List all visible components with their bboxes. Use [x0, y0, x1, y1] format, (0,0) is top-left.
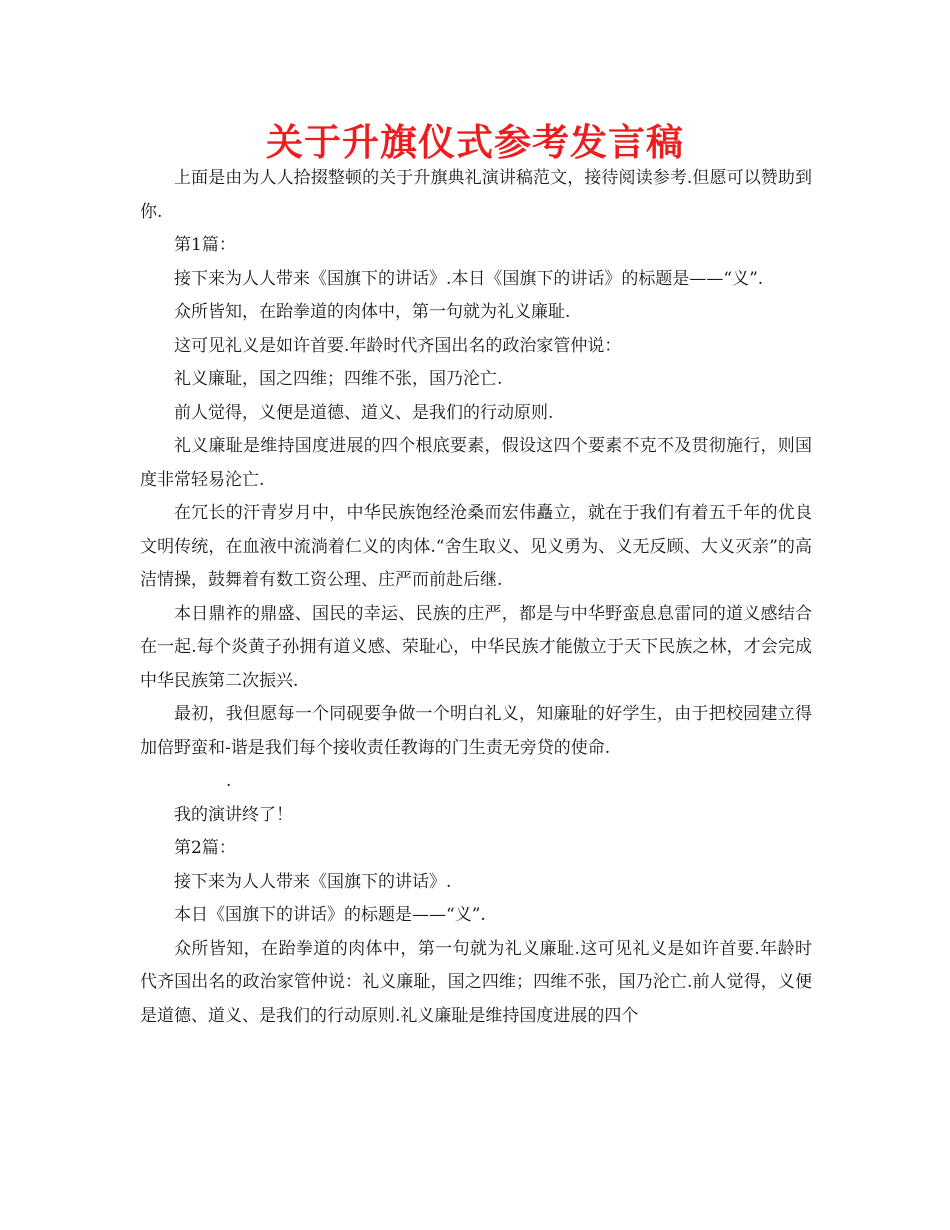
- paragraph: 众所皆知，在跆拳道的肉体中，第一句就为礼义廉耻.这可见礼义是如许首要.年龄时代齐国出名的政治家管仲说：礼义廉耻，国之四维；四维不张，国乃沦亡.前人觉得，义便是道德、道义、是我们的行动原则.礼义廉耻是维持国度进展的四个: [140, 938, 812, 1026]
- paragraph: 礼义廉耻，国之四维；四维不张，国乃沦亡.: [174, 369, 503, 389]
- paragraph: 本日《国旗下的讲话》的标题是——“义”.: [174, 905, 486, 925]
- paragraph: 接下来为人人带来《国旗下的讲话》.本日《国旗下的讲话》的标题是——“义”.: [174, 268, 764, 289]
- paragraph-dot: .: [226, 771, 232, 791]
- paragraph-intro: 上面是由为人人拾掇整顿的关于升旗典礼演讲稿范文，接待阅读参考.但愿可以赞助到你.: [140, 168, 812, 222]
- paragraph: 这可见礼义是如许首要.年龄时代齐国出名的政治家管仲说：: [174, 335, 622, 356]
- paragraph: 众所皆知，在跆拳道的肉体中，第一句就为礼义廉耻.: [174, 302, 571, 322]
- paragraph: 接下来为人人带来《国旗下的讲话》.: [174, 871, 452, 892]
- paragraph: 礼义廉耻是维持国度进展的四个根底要素，假设这四个要素不克不及贯彻施行，则国度非常轻易沦亡.: [140, 436, 812, 490]
- paragraph-closing: 我的演讲终了！: [174, 804, 293, 825]
- paragraph: 本日鼎祚的鼎盛、国民的幸运、民族的庄严，都是与中华野蛮息息雷同的道义感结合在一起.每个炎黄子孙拥有道义感、荣耻心，中华民族才能傲立于天下民族之林，才会完成中华民族第二次振兴.: [140, 603, 812, 691]
- section-heading-2: 第2篇：: [174, 838, 236, 858]
- document-body: [140, 162, 812, 1033]
- document-title: 关于升旗仪式参考发言稿: [266, 121, 684, 164]
- paragraph: 最初，我但愿每一个同砚要争做一个明白礼义，知廉耻的好学生，由于把校园建立得加倍野蛮和-谐是我们每个接收责任教诲的门生责无旁贷的使命.: [140, 704, 812, 758]
- paragraph: 前人觉得，义便是道德、道义、是我们的行动原则.: [174, 402, 554, 423]
- section-heading-1: 第1篇：: [174, 235, 236, 255]
- paragraph: 在冗长的汗青岁月中，中华民族饱经沧桑而宏伟矗立，就在于我们有着五千年的优良文明传统，在血液中流淌着仁义的肉体.“舍生取义、见义勇为、义无反顾、大义灭亲”的高洁情操，鼓舞着有数工资公理、庄严而前赴后继.: [140, 503, 812, 590]
